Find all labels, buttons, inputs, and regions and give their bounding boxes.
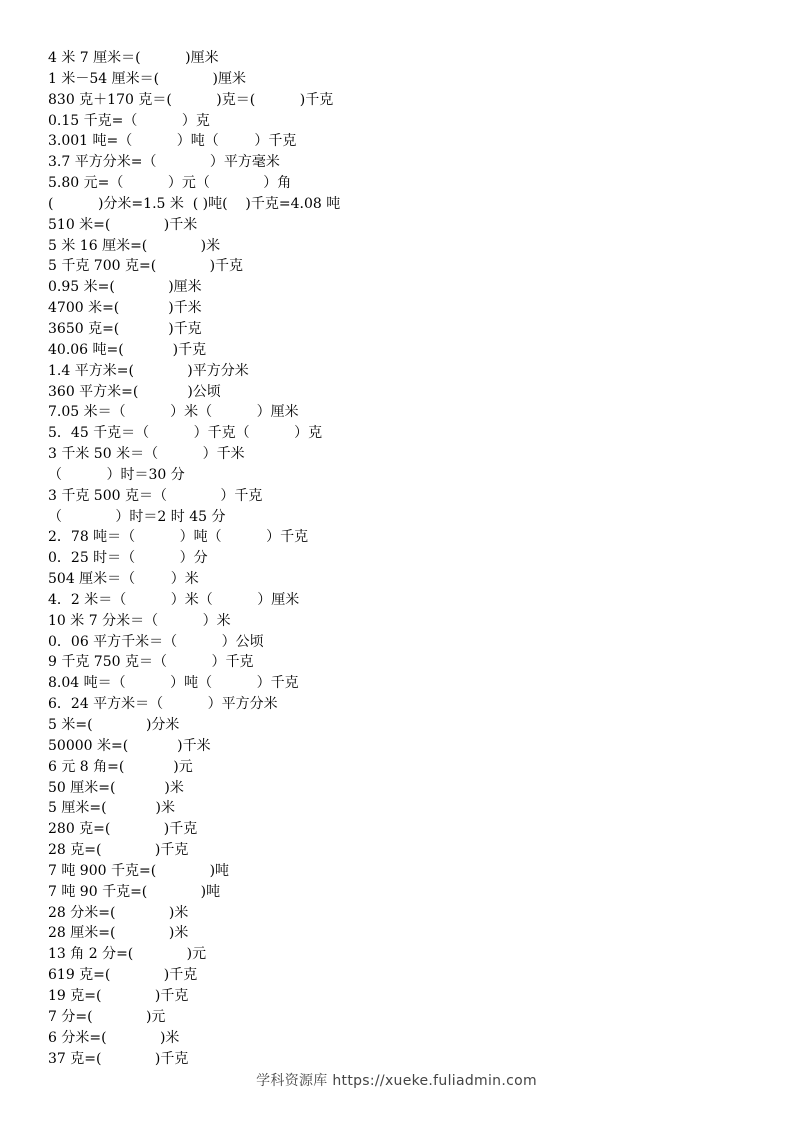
exercise-line: 3 千克 500 克＝（ ）千克 — [48, 487, 263, 504]
exercise-line: 5 米=( )分米 — [48, 717, 180, 733]
exercise-line: 0．06 平方千米＝（ ）公顷 — [48, 633, 264, 650]
exercise-line: 3650 克=( )千克 — [48, 320, 202, 337]
exercise-line: （ ）时＝30 分 — [48, 466, 185, 483]
exercise-line: 28 克=( )千克 — [48, 842, 189, 859]
exercise-line: （ ）时＝2 时 45 分 — [48, 508, 226, 525]
exercise-line: 8.04 吨＝（ ）吨（ ）千克 — [48, 675, 299, 692]
exercise-line: 7 吨 900 千克=( )吨 — [48, 862, 230, 879]
exercise-line: 50000 米=( )千米 — [48, 737, 211, 754]
worksheet-body — [48, 48, 768, 1069]
exercise-line: 50 厘米=( )米 — [48, 779, 184, 796]
exercise-line: 37 克=( )千克 — [48, 1050, 189, 1067]
exercise-line: 504 厘米＝（ ）米 — [48, 571, 199, 588]
exercise-line: 10 米 7 分米＝（ ）米 — [48, 612, 231, 629]
exercise-line: 28 厘米=( )米 — [48, 925, 189, 942]
exercise-line: 3 千米 50 米＝（ ）千米 — [48, 446, 245, 463]
exercise-line: 3.7 平方分米=（ ）平方毫米 — [48, 154, 280, 171]
exercise-line: 5 厘米=( )米 — [48, 800, 175, 817]
exercise-line: 5 米 16 厘米=( )米 — [48, 237, 221, 254]
exercise-line: 280 克=( )千克 — [48, 821, 198, 838]
exercise-line: 0.15 千克=（ ）克 — [48, 112, 210, 129]
exercise-line: 1.4 平方米=( )平方分米 — [48, 362, 249, 379]
exercise-line: 6 分米=( )米 — [48, 1029, 180, 1046]
exercise-line: 4 米 7 厘米＝( )厘米 — [48, 50, 219, 66]
exercise-line: 40.06 吨=( )千克 — [48, 341, 207, 358]
exercise-line: 3.001 吨=（ ）吨（ ）千克 — [48, 133, 297, 150]
exercise-line: 6．24 平方米＝（ ）平方分米 — [48, 696, 278, 713]
exercise-line: 9 千克 750 克＝（ ）千克 — [48, 654, 254, 671]
exercise-line: 6 元 8 角=( )元 — [48, 758, 193, 775]
footer-watermark: 学科资源库 https://xueke.fuliadmin.com — [256, 1073, 537, 1089]
exercise-line: ( )分米=1.5 米 ( )吨( )千克=4.08 吨 — [48, 195, 341, 212]
exercise-line: 1 米－54 厘米＝( )厘米 — [48, 70, 246, 87]
exercise-line: 7 分=( )元 — [48, 1008, 166, 1025]
exercise-line: 19 克=( )千克 — [48, 987, 189, 1004]
exercise-line: 4700 米=( )千米 — [48, 300, 202, 317]
exercise-line: 5 千克 700 克=( )千克 — [48, 258, 244, 275]
exercise-line: 619 克=( )千克 — [48, 967, 198, 984]
exercise-line: 13 角 2 分=( )元 — [48, 946, 207, 963]
exercise-line: 360 平方米=( )公顷 — [48, 383, 221, 400]
exercise-line: 28 分米=( )米 — [48, 904, 189, 921]
exercise-line: 830 克＋170 克＝( )克＝( )千克 — [48, 91, 334, 108]
exercise-line: 0.95 米=( )厘米 — [48, 279, 202, 296]
exercise-line: 510 米=( )千米 — [48, 216, 198, 233]
exercise-line: 7 吨 90 千克=( )吨 — [48, 883, 221, 900]
exercise-line: 4．2 米＝（ ）米（ ）厘米 — [48, 591, 300, 608]
exercise-line: 2．78 吨＝（ ）吨（ ）千克 — [48, 529, 309, 546]
exercise-line: 0．25 时＝（ ）分 — [48, 550, 208, 567]
exercise-line: 7.05 米＝（ ）米（ ）厘米 — [48, 404, 299, 421]
exercise-line: 5．45 千克＝（ ）千克（ ）克 — [48, 425, 323, 442]
exercise-line: 5.80 元=（ ）元（ ）角 — [48, 175, 292, 192]
